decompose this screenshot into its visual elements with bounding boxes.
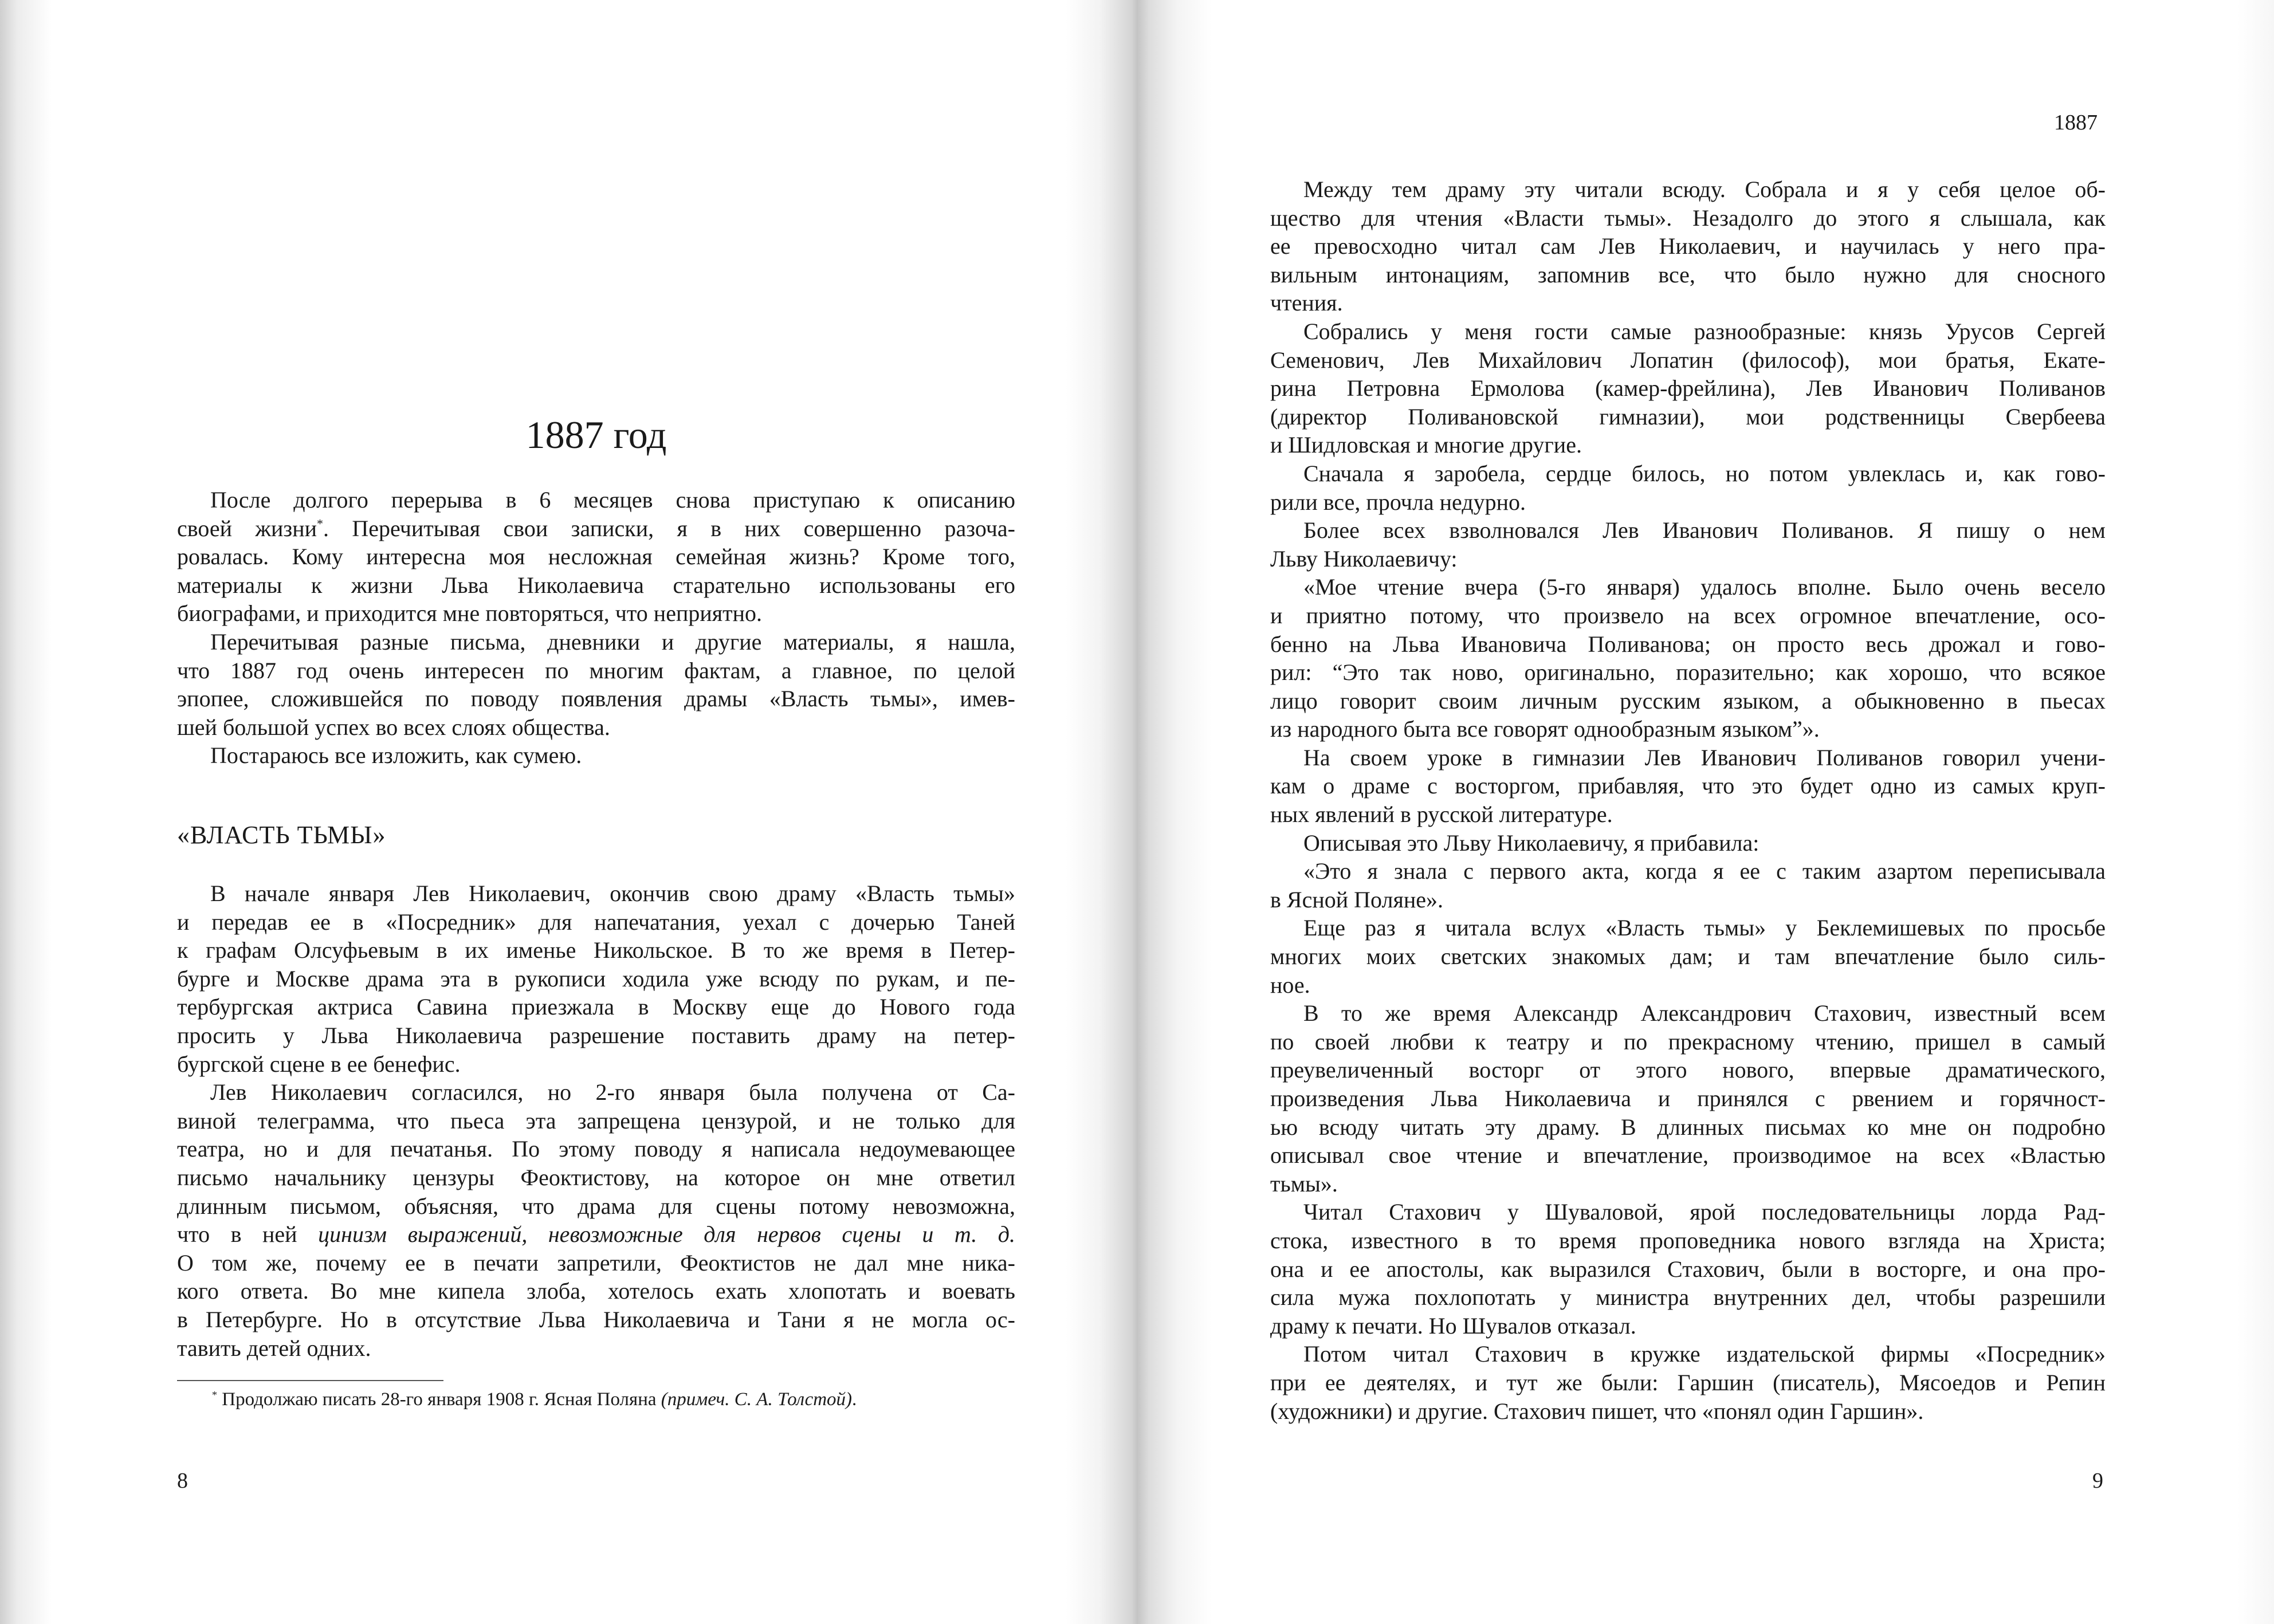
text-line: при ее деятелях, и тут же были: Гаршин (писатель), Мясоедов и Репин [1270, 1369, 2106, 1395]
text-line: письмо начальнику цензуры Феоктистову, на которое он мне ответил [177, 1164, 1015, 1190]
right-page-text [1270, 175, 2106, 1425]
text-line: На своем уроке в гимназии Лев Иванович Поливанов говорил учени- [1303, 744, 2106, 770]
text-line: ее превосходно читал сам Лев Николаевич, и научилась у него пра- [1270, 233, 2106, 259]
text-line: сила мужа похлопотать у министра внутренних дел, чтобы разрешили [1270, 1284, 2106, 1311]
text-line: длинным письмом, объясняя, что драма для сцены потому невозможна, [177, 1193, 1015, 1219]
text-line: многих моих светских знакомых дам; и там впечатление было силь- [1270, 943, 2106, 970]
text-line: О том же, почему ее в печати запретили, Феоктистов не дал мне ника- [177, 1249, 1015, 1276]
intro-text [177, 486, 1015, 770]
text-line [177, 1220, 1015, 1249]
page-number-right: 9 [2092, 1469, 2103, 1493]
section-text [177, 879, 1015, 1362]
text-line: ью всюду читать эту драму. В длинных письмах ко мне он подробно [1270, 1114, 2106, 1140]
text-line: драму к печати. Но Шувалов отказал. [1270, 1312, 1636, 1339]
chapter-title: 1887 год [525, 413, 667, 457]
text-line: В начале января Лев Николаевич, окончив свою драму «Власть тьмы» [210, 880, 1015, 906]
text-line: Сначала я заробела, сердце билось, но потом увлеклась и, как гово- [1303, 460, 2106, 486]
text-line: эпопее, сложившейся по поводу появления драмы «Власть тьмы», имев- [177, 686, 1015, 712]
footnote-mark: * [212, 1389, 217, 1401]
text-line: бурге и Москве драма эта в рукописи ходила уже всюду по рукам, и пе- [177, 965, 1015, 992]
footnote-end: . [852, 1389, 857, 1410]
text-line: чтения. [1270, 290, 1343, 316]
text-line: (директор Поливановской гимназии), мои родственницы Свербеева [1270, 403, 2106, 430]
text-line: «Мое чтение вчера (5-го января) удалось вполне. Было очень весело [1303, 574, 2106, 600]
text-segment: своей жизни [177, 515, 317, 541]
text-line: в Ясной Поляне». [1270, 886, 1444, 913]
text-line: Перечитывая разные письма, дневники и другие материалы, я нашла, [210, 628, 1015, 655]
text-line: Более всех взволновался Лев Иванович Поливанов. Я пишу о нем [1303, 517, 2106, 544]
text-line: ных явлений в русской литературе. [1270, 801, 1613, 828]
text-line: к графам Олсуфьевым в их именье Никольское. В то же время в Петер- [177, 937, 1015, 964]
text-line: бургской сцене в ее бенефис. [177, 1051, 461, 1077]
footnote-reference: * [317, 516, 324, 531]
text-line: Еще раз я читала вслух «Власть тьмы» у Беклемишевых по просьбе [1303, 915, 2106, 941]
text-line: (художники) и другие. Стахович пишет, что «понял один Гаршин». [1270, 1398, 1924, 1424]
right-page [1137, 0, 2274, 1624]
text-line: описывал свое чтение и впечатление, производимое на всех «Властью [1270, 1142, 2106, 1169]
text-line: театра, но и для печатанья. По этому поводу я написала недоумевающее [177, 1136, 1015, 1162]
text-line: просить у Льва Николаевича разрешение поставить драму на петер- [177, 1022, 1015, 1048]
text-line: В то же время Александр Александрович Стахович, известный всем [1303, 1000, 2106, 1027]
text-line: щество для чтения «Власти тьмы». Незадолго до этого я слышала, как [1270, 205, 2106, 231]
text-line: Льву Николаевичу: [1270, 545, 1458, 572]
text-line: бенно на Льва Ивановича Поливанова; он просто весь дрожал и гово- [1270, 631, 2106, 657]
text-line: Между тем драму эту читали всюду. Собрала и я у себя целое об- [1303, 176, 2106, 202]
text-segment: . Перечитывая свои записки, я в них совершенно разоча- [323, 515, 1015, 541]
text-line: рил: “Это так ново, оригинально, поразительно; как хорошо, что всякое [1270, 659, 2106, 686]
text-line: вильным интонациям, запомнив все, что было нужно для сносного [1270, 261, 2106, 288]
text-line: по своей любви к театру и по прекрасному чтению, пришел в самый [1270, 1028, 2106, 1055]
text-line: шей большой успех во всех слоях общества. [177, 714, 610, 740]
section-heading: «ВЛАСТЬ ТЬМЫ» [177, 821, 386, 849]
text-line: рили все, прочла недурно. [1270, 489, 1526, 515]
text-line: кого ответа. Во мне кипела злоба, хотелось ехать хлопотать и воевать [177, 1278, 1015, 1304]
text-line: Собрались у меня гости самые разнообразные: князь Урусов Сергей [1303, 318, 2106, 344]
text-line: После долгого перерыва в 6 месяцев снова приступаю к описанию [210, 487, 1015, 513]
text-line: Семенович, Лев Михайлович Лопатин (философ), мои братья, Екате- [1270, 347, 2106, 373]
footnote [212, 1389, 1014, 1410]
footnote-text: Продолжаю писать 28-го января 1908 г. Ясная Поляна [217, 1389, 661, 1410]
text-segment: что в ней [177, 1221, 319, 1248]
text-line: Лев Николаевич согласился, но 2-го января была получена от Са- [210, 1079, 1015, 1106]
text-line: Читал Стахович у Шуваловой, ярой последовательницы лорда Рад- [1303, 1199, 2106, 1225]
text-line: Постараюсь все изложить, как сумею. [210, 742, 582, 769]
footnote-attribution: (примеч. С. А. Толстой) [661, 1389, 853, 1410]
text-line: виной телеграмма, что пьеса эта запрещена цензурой, и не только для [177, 1107, 1015, 1134]
text-line: ное. [1270, 972, 1310, 998]
text-line: кам о драме с восторгом, прибавляя, что это будет одно из самых круп- [1270, 773, 2106, 799]
running-head: 1887 [2054, 111, 2098, 135]
text-line: материалы к жизни Льва Николаевича старательно использованы его [177, 572, 1015, 598]
text-line: «Это я знала с первого акта, когда я ее с таким азартом переписывала [1303, 858, 2106, 884]
text-line: рина Петровна Ермолова (камер-фрейлина), Лев Иванович Поливанов [1270, 375, 2106, 402]
text-segment: цинизм выражений, невозможные для нервов сцены и т. д. [318, 1221, 1016, 1248]
text-line: и приятно потому, что произвело на всех огромное впечатление, осо- [1270, 602, 2106, 628]
text-line: стока, известного в то время проповедника нового взгляда на Христа; [1270, 1227, 2106, 1253]
text-line: преувеличенный восторг от этого нового, впервые драматического, [1270, 1057, 2106, 1083]
text-line: произведения Льва Николаевича и принялся с рвением и горячност- [1270, 1086, 2106, 1111]
text-line: и Шидловская и многие другие. [1270, 432, 1582, 458]
page-number-left: 8 [177, 1469, 188, 1493]
text-line: тавить детей одних. [177, 1335, 371, 1361]
text-line: она и ее апостолы, как выразился Стахович, были в восторге, и она про- [1270, 1256, 2106, 1282]
text-line: и передав ее в «Посредник» для напечатания, уехал с дочерью Таней [177, 909, 1015, 935]
text-line: Описывая это Льву Николаевичу, я прибавила: [1303, 829, 1759, 856]
text-line: Потом читал Стахович в кружке издательской фирмы «Посредник» [1303, 1341, 2106, 1367]
text-line: из народного быта все говорят однообразным языком”». [1270, 716, 1820, 742]
text-line: ровалась. Кому интересна моя несложная семейная жизнь? Кроме того, [177, 544, 1015, 570]
text-line [177, 514, 1015, 543]
text-line: тербургская актриса Савина приезжала в Москву еще до Нового года [177, 994, 1015, 1020]
text-line: тьмы». [1270, 1170, 1338, 1197]
text-line: в Петербурге. Но в отсутствие Льва Николаевича и Тани я не могла ос- [177, 1306, 1015, 1332]
text-line: лицо говорит своим личным русским языком, а обыкновенно в пьесах [1270, 687, 2106, 714]
footnote-divider [177, 1380, 443, 1381]
text-line: биографами, и приходится мне повторяться, что неприятно. [177, 600, 763, 627]
text-line: что 1887 год очень интересен по многим фактам, а главное, по целой [177, 657, 1015, 683]
